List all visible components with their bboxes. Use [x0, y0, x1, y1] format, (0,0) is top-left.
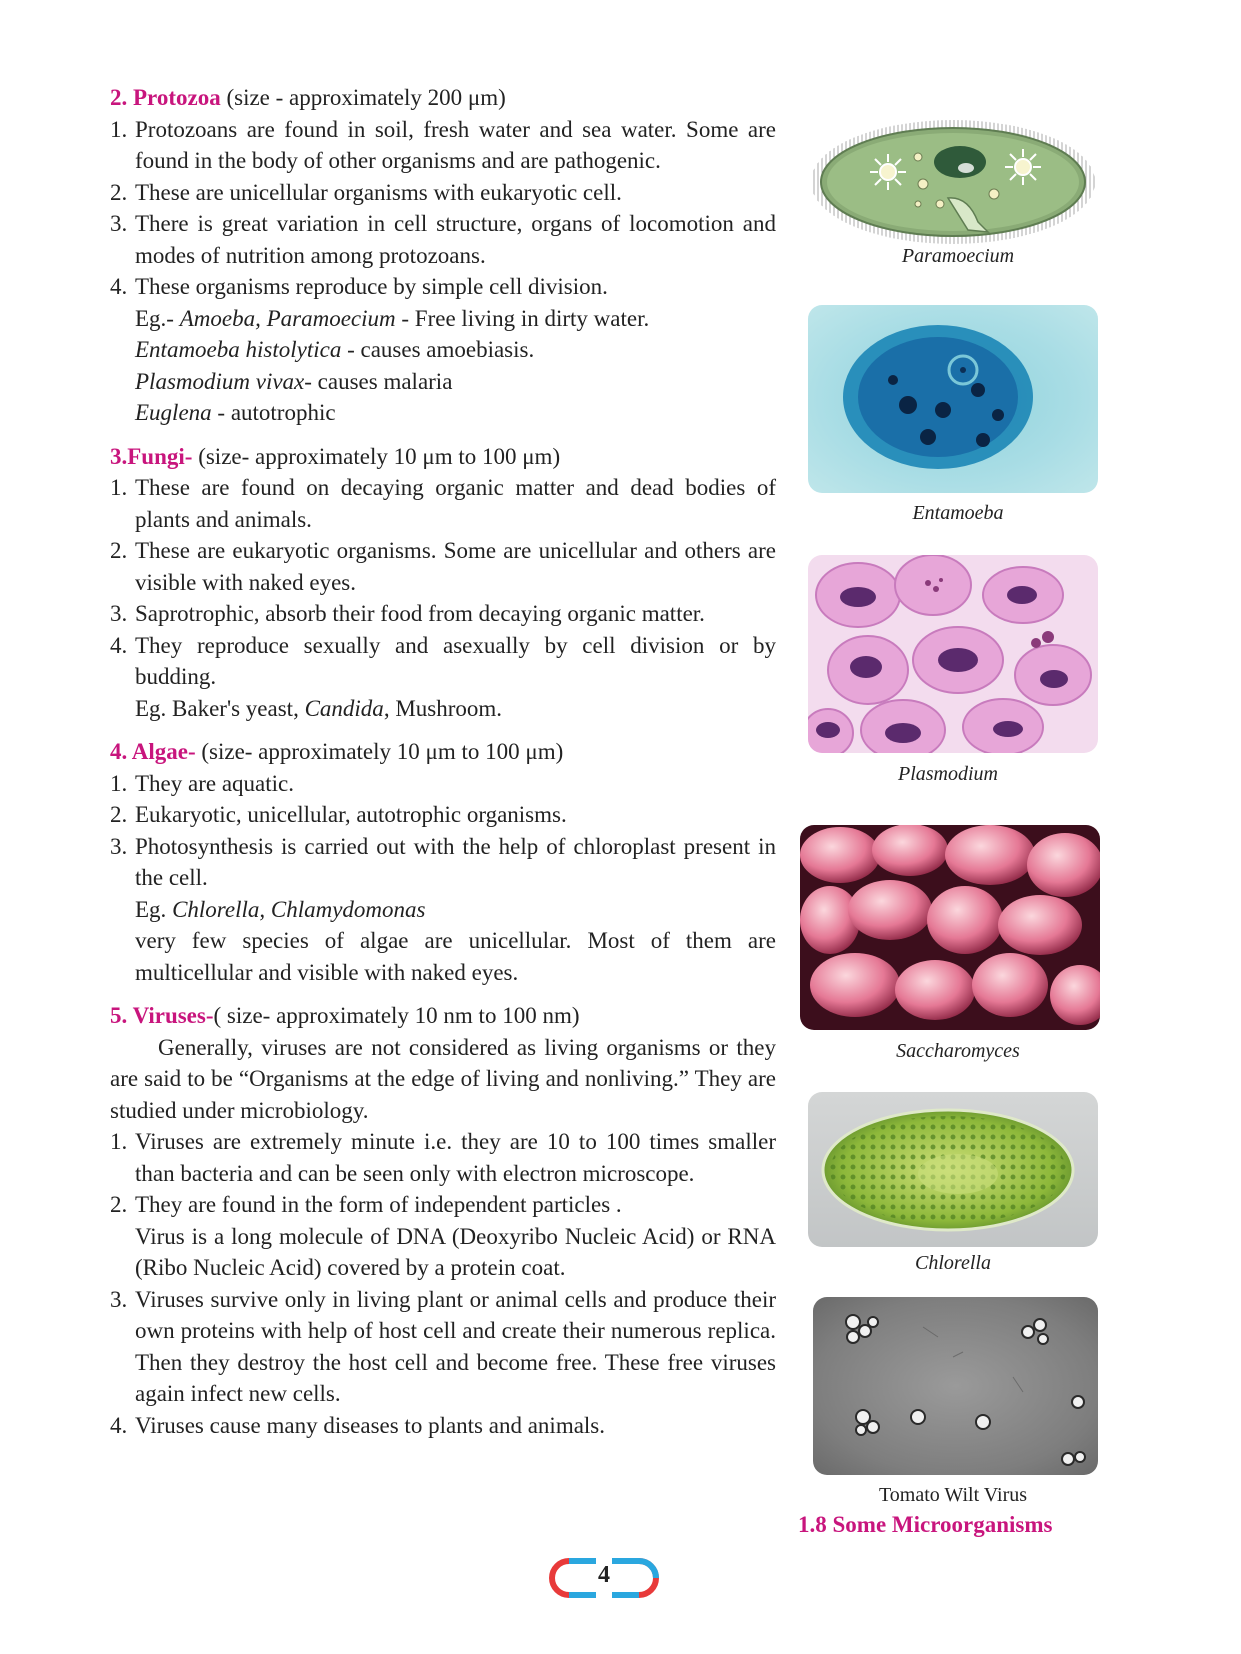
item-number: 3.	[110, 211, 128, 236]
item-extra-text: Virus is a long molecule of DNA (Deoxyribo Nucleic Acid) or RNA (Ribo Nucleic Acid) covered by a protein coat.	[135, 1223, 776, 1280]
organism-desc: - causes malaria	[304, 368, 453, 394]
section-heading	[110, 736, 776, 768]
heading-size: (size- approximately 10 μm to 100 μm)	[195, 739, 564, 764]
item-number: 3.	[110, 1286, 128, 1312]
section-algae	[110, 736, 776, 988]
saccharomyces-image	[800, 825, 1100, 1030]
organism-desc: - autotrophic	[211, 400, 336, 425]
item-number: 1.	[110, 770, 128, 796]
heading-size: ( size- approximately 10 nm to 100 nm)	[213, 1003, 580, 1028]
list-item	[110, 535, 776, 598]
chlorella-image	[808, 1092, 1098, 1247]
item-text: They reproduce sexually and asexually by cell division or by budding.	[135, 632, 776, 689]
list-item	[110, 472, 776, 535]
heading-title: 2. Protozoa	[110, 85, 221, 110]
section-heading	[110, 82, 776, 114]
section-viruses	[110, 1000, 776, 1441]
item-text: These organisms reproduce by simple cell division.	[135, 274, 608, 299]
section-fungi	[110, 441, 776, 725]
list-item	[110, 208, 776, 271]
list-item	[110, 1189, 776, 1221]
item-number: 1.	[110, 1129, 128, 1154]
example-text: , Mushroom.	[383, 695, 503, 721]
example-label: Eg.	[135, 896, 173, 922]
example-line	[110, 334, 776, 366]
item-number: 2.	[110, 802, 128, 827]
list-item	[110, 114, 776, 177]
organism-name: Amoeba, Paramoecium	[179, 305, 396, 331]
organism-name: Plasmodium vivax	[135, 368, 305, 394]
list-item	[110, 1284, 776, 1410]
example-line	[110, 366, 776, 398]
item-text: There is great variation in cell structure, organs of locomotion and modes of nutrition among protozoans.	[135, 211, 776, 268]
page-number-text: 4	[598, 1562, 610, 1588]
list-item	[110, 1126, 776, 1189]
section-heading	[110, 1000, 776, 1032]
item-text: Photosynthesis is carried out with the help of chloroplast present in the cell.	[135, 833, 776, 890]
note-text: very few species of algae are unicellular. Most of them are multicellular and visible with naked eyes.	[135, 928, 776, 985]
list-item	[110, 630, 776, 693]
organism-desc: - causes amoebiasis.	[341, 337, 535, 362]
item-number: 4.	[110, 1412, 128, 1438]
item-text: Eukaryotic, unicellular, autotrophic organisms.	[135, 802, 567, 827]
organism-name: Candida	[304, 695, 384, 721]
intro-paragraph: Generally, viruses are not considered as living organisms or they are said to be “Organisms at the edge of living and nonliving.” They are studied under microbiology.	[110, 1034, 776, 1123]
item-number: 1.	[110, 475, 128, 500]
item-number: 4.	[110, 274, 128, 299]
item-number: 1.	[110, 116, 128, 142]
item-text: Saprotrophic, absorb their food from decaying organic matter.	[135, 601, 705, 626]
item-text: These are unicellular organisms with eukaryotic cell.	[135, 179, 622, 205]
tomato-wilt-virus-image	[813, 1297, 1098, 1475]
item-text: Protozoans are found in soil, fresh water and sea water. Some are found in the body of other organisms and are pathogenic.	[135, 116, 776, 173]
item-number: 3.	[110, 601, 128, 626]
plasmodium-image	[808, 555, 1098, 753]
list-item	[110, 177, 776, 209]
entamoeba-image	[808, 305, 1098, 493]
item-number: 3.	[110, 833, 128, 859]
example-line	[110, 894, 776, 926]
figure-caption-tomato: Tomato Wilt Virus	[878, 1484, 1028, 1506]
item-text: Viruses are extremely minute i.e. they are 10 to 100 times smaller than bacteria and can be seen only with electron microscope.	[135, 1129, 776, 1186]
example-line	[110, 397, 776, 429]
item-number: 4.	[110, 632, 128, 658]
section-heading	[110, 441, 776, 473]
example-line	[110, 693, 776, 725]
item-number: 2.	[110, 179, 128, 205]
heading-size: (size- approximately 10 μm to 100 μm)	[192, 443, 561, 469]
organism-desc: - Free living in dirty water.	[395, 305, 650, 331]
example-label: Eg.-	[135, 305, 180, 331]
list-item	[110, 831, 776, 894]
list-item	[110, 271, 776, 303]
heading-title: 4. Algae-	[110, 739, 196, 764]
example-line	[110, 303, 776, 335]
item-text: They are found in the form of independent particles .	[135, 1192, 622, 1217]
figure-caption-plasmodium: Plasmodium	[898, 763, 998, 785]
organism-name: Chlorella, Chlamydomonas	[172, 896, 426, 922]
item-text: These are found on decaying organic matter and dead bodies of plants and animals.	[135, 475, 776, 532]
organism-name: Euglena	[135, 400, 212, 425]
item-text: Viruses survive only in living plant or animal cells and produce their own proteins with help of host cell and create their numerous replica. Then they destroy the host cell and become free. These free viruses again infect new cells.	[135, 1286, 776, 1406]
main-text-column	[110, 82, 776, 1441]
page-number	[549, 1558, 659, 1598]
figure-caption-paramoecium: Paramoecium	[901, 245, 1015, 267]
figure-caption-chlorella: Chlorella	[915, 1252, 991, 1274]
item-number: 2.	[110, 538, 128, 563]
list-item	[110, 768, 776, 800]
item-text: These are eukaryotic organisms. Some are unicellular and others are visible with naked eyes.	[135, 538, 776, 595]
figure-caption-saccharomyces: Saccharomyces	[896, 1040, 1020, 1062]
heading-size: (size - approximately 200 μm)	[220, 85, 506, 110]
item-number: 2.	[110, 1192, 128, 1217]
item-text: They are aquatic.	[135, 770, 294, 796]
organism-name: Entamoeba histolytica	[135, 337, 342, 362]
paramoecium-illustration	[808, 112, 1098, 252]
figure-title: 1.8 Some Microorganisms	[798, 1512, 1053, 1537]
example-text: Eg. Baker's yeast,	[135, 695, 305, 721]
list-item	[110, 799, 776, 831]
item-text: Viruses cause many diseases to plants and animals.	[135, 1412, 606, 1438]
section-protozoa	[110, 82, 776, 429]
heading-title: 5. Viruses-	[110, 1003, 214, 1028]
list-item	[110, 598, 776, 630]
figure-caption-entamoeba: Entamoeba	[912, 502, 1004, 524]
heading-title: 3.Fungi-	[110, 443, 193, 469]
list-item	[110, 1410, 776, 1442]
